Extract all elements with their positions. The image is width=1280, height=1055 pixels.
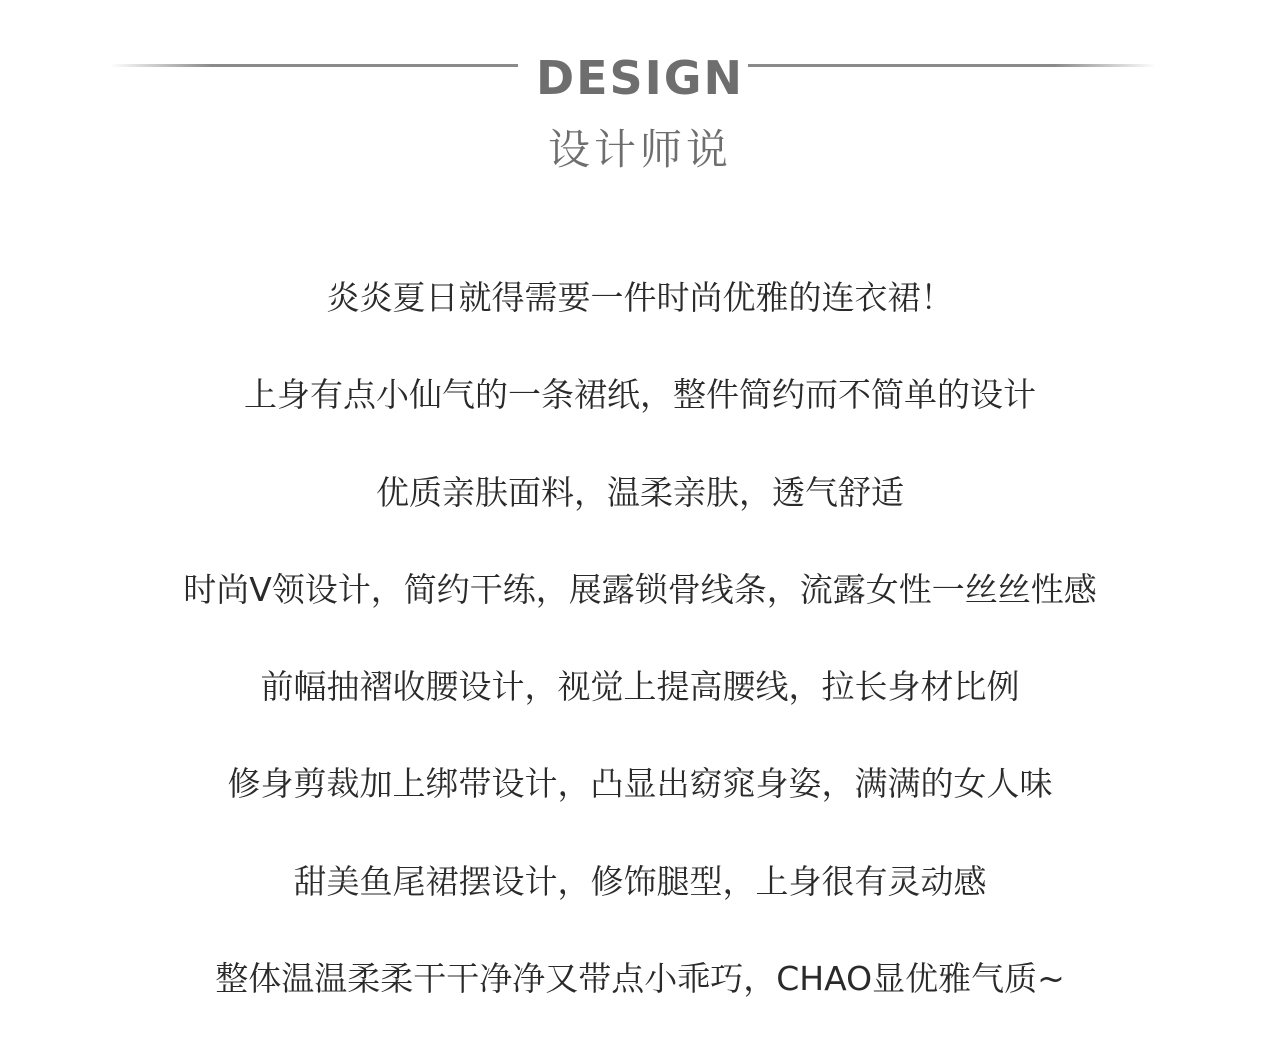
description-line: 甜美鱼尾裙摆设计，修饰腿型，上身很有灵动感 bbox=[293, 861, 987, 901]
description-line: 前幅抽褶收腰设计，视觉上提高腰线，拉长身材比例 bbox=[260, 667, 1020, 707]
section-title: DESIGN bbox=[535, 51, 745, 105]
design-description bbox=[0, 272, 1280, 1050]
design-header bbox=[0, 0, 1280, 190]
description-line: 时尚V领设计，简约干练，展露锁骨线条，流露女性一丝丝性感 bbox=[183, 569, 1097, 609]
description-line: 优质亲肤面料，温柔亲肤，透气舒适 bbox=[376, 472, 904, 512]
description-line: 整体温温柔柔干干净净又带点小乖巧，CHAO显优雅气质~ bbox=[215, 959, 1065, 999]
description-line: 炎炎夏日就得需要一件时尚优雅的连衣裙！ bbox=[326, 278, 954, 317]
section-subtitle: 设计师说 bbox=[547, 125, 732, 174]
description-line: 上身有点小仙气的一条裙纸，整件简约而不简单的设计 bbox=[244, 375, 1036, 415]
description-line: 修身剪裁加上绑带设计，凸显出窈窕身姿，满满的女人味 bbox=[227, 764, 1053, 804]
